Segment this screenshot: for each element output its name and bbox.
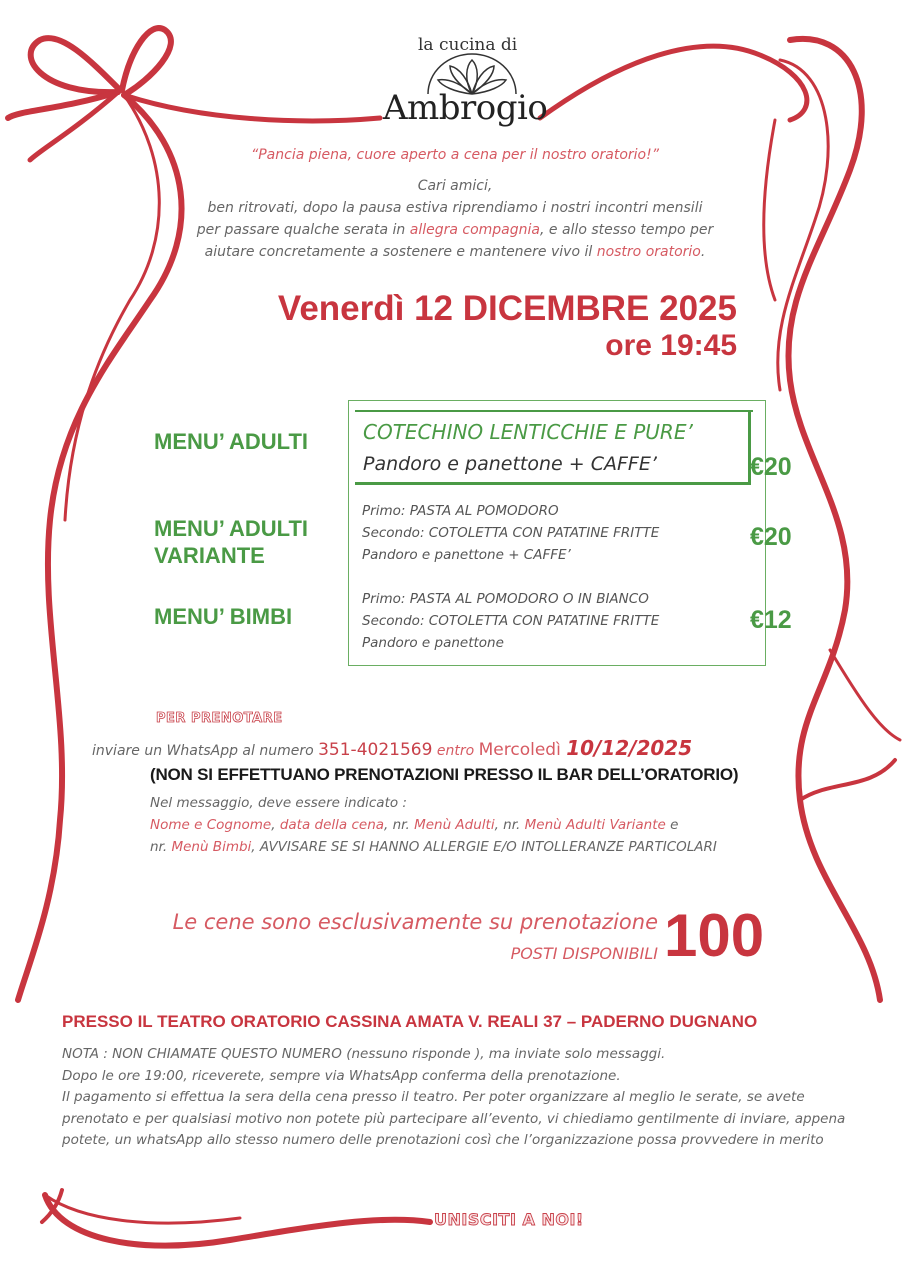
- logo-top-text: la cucina di: [418, 35, 518, 55]
- note-line-2: Dopo le ore 19:00, riceverete, sempre via WhatsApp conferma della prenotazione.: [62, 1067, 621, 1084]
- highlight-oratorio: nostro oratorio: [596, 244, 701, 260]
- menu-bimbi-label: MENU’ BIMBI: [154, 604, 293, 629]
- menu-adulti-main: COTECHINO LENTICCHIE E PURE’: [363, 420, 693, 444]
- booking-msg-fields-1: Nome e Cognome, data della cena, nr. Menù Adulti, nr. Menù Adulti Variante e: [150, 817, 679, 833]
- menu-bimbi-primo: Primo: PASTA AL POMODORO O IN BIANCO: [362, 591, 649, 607]
- intro-line-1: ben ritrovati, dopo la pausa estiva riprendiamo i nostri incontri mensili: [207, 200, 703, 216]
- event-date: Venerdì 12 DICEMBRE 2025: [277, 289, 737, 328]
- menu-bimbi-dishes: [362, 588, 659, 654]
- logo-name: Ambrogio: [383, 88, 548, 128]
- booking-whatsapp-line: inviare un WhatsApp al numero 351-4021569 entro Mercoledì 10/12/2025: [92, 736, 693, 760]
- notes: [62, 1044, 852, 1152]
- highlight-allegra: allegra compagnia: [409, 222, 540, 238]
- intro-line-3: aiutare concretamente a sostenere e mantenere vivo il nostro oratorio.: [204, 244, 706, 260]
- intro-line-2: per passare qualche serata in allegra compagnia, e allo stesso tempo per: [196, 222, 714, 238]
- menu-bimbi-secondo: Secondo: COTOLETTA CON PATATINE FRITTE: [362, 613, 660, 629]
- event-time: ore 19:45: [605, 329, 737, 362]
- menu-variante-label: [154, 515, 308, 569]
- booking-msg-fields-2: nr. Menù Bimbi, AVVISARE SE SI HANNO ALLERGIE E/O INTOLLERANZE PARTICOLARI: [150, 839, 717, 855]
- venue: PRESSO IL TEATRO ORATORIO CASSINA AMATA V. REALI 37 – PADERNO DUGNANO: [62, 1012, 758, 1031]
- footer-slogan: UNISCITI A NOI!: [434, 1210, 584, 1229]
- availability-count: 100: [664, 902, 765, 969]
- note-line-1: NOTA : NON CHIAMATE QUESTO NUMERO (nessuno risponde ), ma inviate solo messaggi.: [62, 1046, 666, 1062]
- menu-adulti-price: €20: [750, 453, 792, 481]
- menu-variante-dessert: Pandoro e panettone + CAFFE’: [362, 547, 571, 563]
- booking-deadline: 10/12/2025: [566, 736, 693, 760]
- whatsapp-number: 351-4021569: [318, 740, 433, 760]
- intro-text: [150, 175, 760, 263]
- menu-variante-label-1: MENU’ ADULTI: [154, 516, 308, 541]
- availability-text: Le cene sono esclusivamente su prenotazione: [172, 910, 658, 934]
- intro-greeting: Cari amici,: [417, 178, 493, 194]
- menu-variante-dishes: [362, 500, 659, 566]
- booking-msg-intro: Nel messaggio, deve essere indicato :: [150, 795, 407, 811]
- menu-bimbi-dessert: Pandoro e panettone: [362, 635, 504, 651]
- menu-adulti-dessert: Pandoro e panettone + CAFFE’: [363, 453, 657, 475]
- menu-variante-price: €20: [750, 523, 792, 551]
- menu-variante-secondo: Secondo: COTOLETTA CON PATATINE FRITTE: [362, 525, 660, 541]
- menu-bimbi-price: €12: [750, 606, 792, 634]
- booking-warning: (NON SI EFFETTUANO PRENOTAZIONI PRESSO IL BAR DELL’ORATORIO): [150, 765, 739, 784]
- motto: “Pancia piena, cuore aperto a cena per il nostro oratorio!”: [250, 147, 659, 163]
- booking-heading: PER PRENOTARE: [156, 711, 283, 726]
- availability-label: POSTI DISPONIBILI: [510, 944, 658, 963]
- note-line-3: Il pagamento si effettua la sera della cena presso il teatro. Per poter organizzare al meglio le serate, se avete prenotato e per qualsiasi motivo non potete più partecipare all’evento, vi chiediamo gentilmente di inviare, appena potete, un whatsApp allo stesso numero delle prenotazioni così che l’organizzazione possa provvedere in merito: [62, 1089, 846, 1148]
- menu-variante-label-2: VARIANTE: [154, 543, 265, 568]
- menu-adulti-label: MENU’ ADULTI: [154, 429, 308, 454]
- menu-variante-primo: Primo: PASTA AL POMODORO: [362, 503, 559, 519]
